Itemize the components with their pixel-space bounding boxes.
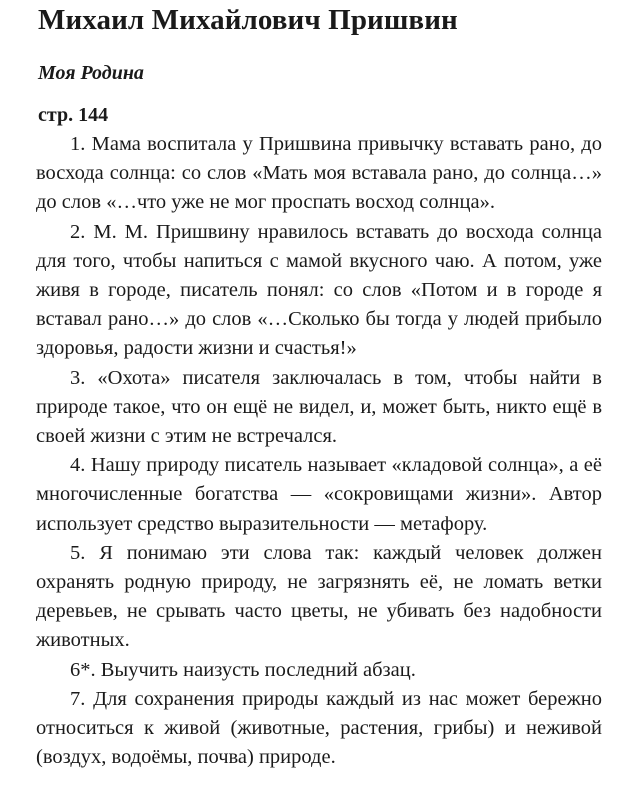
answer-2: 2. М. М. Пришвину нравилось вставать до восхода солнца для того, чтобы напиться с мамой вкусного чаю. А потом, уже живя в городе, писатель понял: со слов «Потом и в городе я вставал рано…» до слов «…Сколько бы тогда у людей прибыло здоровья, радости жизни и счастья!»: [36, 220, 602, 360]
author-heading: Михаил Михайлович Пришвин: [38, 4, 458, 36]
answer-3: 3. «Охота» писателя заключалась в том, чтобы найти в природе такое, что он ещё не видел, и, может быть, никто ещё в своей жизни с этим не встречался.: [36, 366, 602, 448]
answers-list: [36, 130, 602, 772]
answer-5: 5. Я понимаю эти слова так: каждый человек должен охранять родную природу, не загрязнять её, не ломать ветки деревьев, не срывать часто цветы, не убивать без надобности животных.: [36, 541, 602, 652]
answer-4: 4. Нашу природу писатель называет «кладовой солнца», а её многочисленные богатства — «сокровищами жизни». Автор использует средство выразительности — метафору.: [36, 454, 602, 535]
answer-1: 1. Мама воспитала у Пришвина привычку вставать рано, до восхода солнца: со слов «Мать моя вставала рано, до солнца…» до слов «…что уже не мог проспать восход солнца».: [36, 133, 602, 214]
work-title: Моя Родина: [38, 62, 144, 84]
page-reference: стр. 144: [38, 104, 109, 126]
answer-6: 6*. Выучить наизусть последний абзац.: [70, 658, 416, 681]
answer-7: 7. Для сохранения природы каждый из нас может бережно относиться к живой (животные, растения, грибы) и неживой (воздух, водоёмы, почва) природе.: [36, 687, 602, 769]
